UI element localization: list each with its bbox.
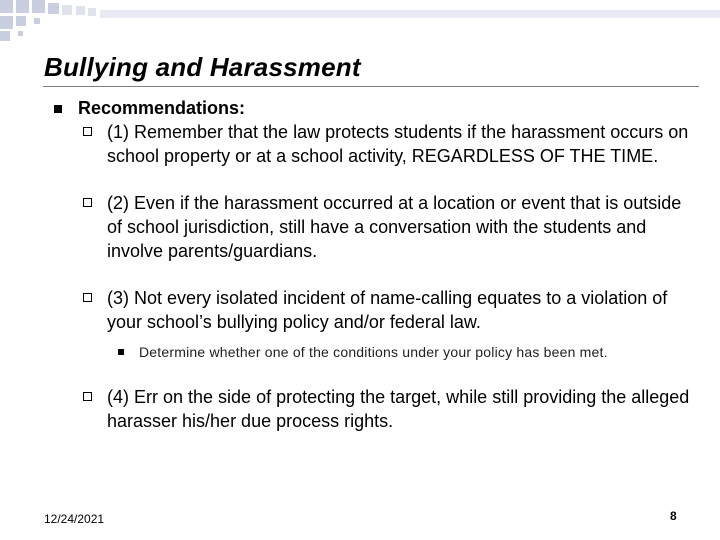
hollow-square-bullet-icon: [83, 198, 92, 207]
sub-list-item: [48, 343, 698, 362]
hollow-square-bullet-icon: [83, 293, 92, 302]
list-item-text: (1) Remember that the law protects students if the harassment occurs on school property or at a school activity, REGARDLESS OF THE TIME.: [107, 122, 689, 166]
square-bullet-icon: [118, 349, 124, 355]
heading-bullet: [48, 96, 698, 120]
square-bullet-icon: [54, 105, 62, 113]
slide-content: [48, 96, 698, 433]
title-divider: [43, 86, 699, 87]
hollow-square-bullet-icon: [83, 127, 92, 136]
list-item: [48, 286, 698, 334]
slide-title: Bullying and Harassment: [44, 52, 361, 82]
recommendations-heading: Recommendations:: [78, 98, 246, 118]
list-item: [48, 191, 698, 263]
hollow-square-bullet-icon: [83, 392, 92, 401]
corner-squares-decoration: [0, 0, 720, 42]
list-item-text: (3) Not every isolated incident of name-calling equates to a violation of your school’s bullying policy and/or federal law.: [107, 288, 668, 332]
list-item: [48, 385, 698, 433]
list-item: [48, 120, 698, 168]
sub-list-item-text: Determine whether one of the conditions under your policy has been met.: [139, 344, 608, 360]
footer-date: 12/24/2021: [44, 512, 105, 526]
list-item-text: (4) Err on the side of protecting the target, while still providing the alleged harasser his/her due process rights.: [107, 387, 690, 431]
list-item-text: (2) Even if the harassment occurred at a location or event that is outside of school jurisdiction, still have a conversation with the students and involve parents/guardians.: [107, 193, 682, 261]
page-number: 8: [670, 509, 677, 523]
